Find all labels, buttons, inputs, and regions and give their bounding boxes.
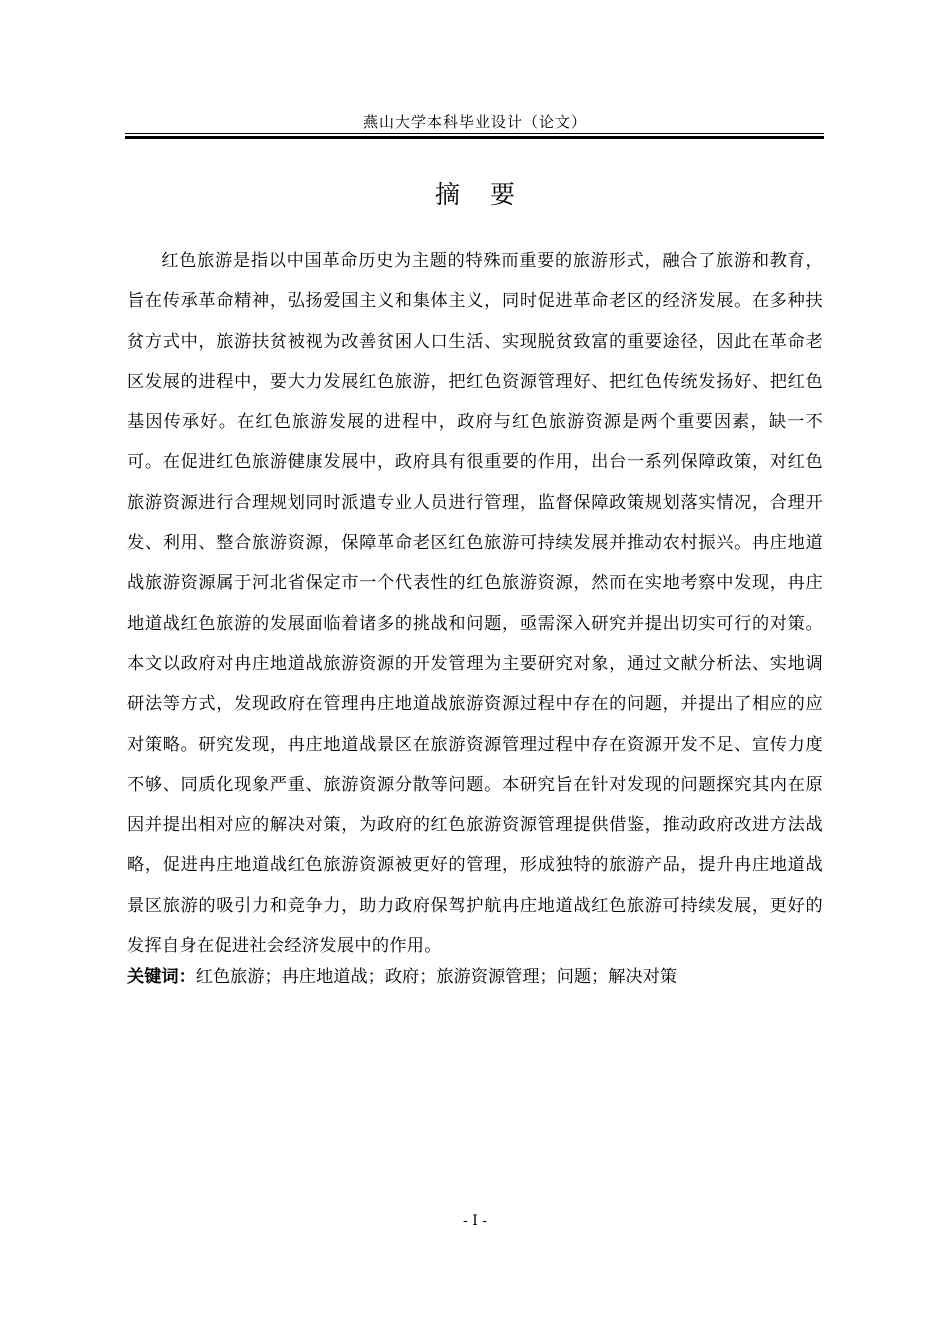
abstract-paragraph: 红色旅游是指以中国革命历史为主题的特殊而重要的旅游形式，融合了旅游和教育，旨在传承革命精神，弘扬爱国主义和集体主义，同时促进革命老区的经济发展。在多种扶贫方式中，旅游扶贫被视为改善贫困人口生活、实现脱贫致富的重要途径，因此在革命老区发展的进程中，要大力发展红色旅游，把红色资源管理好、把红色传统发扬好、把红色基因传承好。在红色旅游发展的进程中，政府与红色旅游资源是两个重要因素，缺一不可。在促进红色旅游健康发展中，政府具有很重要的作用，出台一系列保障政策，对红色旅游资源进行合理规划同时派遣专业人员进行管理，监督保障政策规划落实情况，合理开发、利用、整合旅游资源，保障革命老区红色旅游可持续发展并推动农村振兴。冉庄地道战旅游资源属于河北省保定市一个代表性的红色旅游资源，然而在实地考察中发现，冉庄地道战红色旅游的发展面临着诸多的挑战和问题，亟需深入研究并提出切实可行的对策。本文以政府对冉庄地道战旅游资源的开发管理为主要研究对象，通过文献分析法、实地调研法等方式，发现政府在管理冉庄地道战旅游资源过程中存在的问题，并提出了相应的应对策略。研究发现，冉庄地道战景区在旅游资源管理过程中存在资源开发不足、宣传力度不够、同质化现象严重、旅游资源分散等问题。本研究旨在针对发现的问题探究其内在原因并提出相对应的解决对策，为政府的红色旅游资源管理提供借鉴，推动政府改进方法战略，促进冉庄地道战红色旅游资源被更好的管理，形成独特的旅游产品，提升冉庄地道战景区旅游的吸引力和竞争力，助力政府保驾护航冉庄地道战红色旅游可持续发展，更好的发挥自身在促进社会经济发展中的作用。 [127, 251, 823, 957]
title-char-1: 摘 [434, 180, 460, 209]
header-rule-thin [125, 133, 824, 134]
page-number: - I - [463, 1213, 487, 1229]
title-char-2: 要 [490, 180, 516, 209]
keywords-line [127, 962, 823, 992]
running-header: 燕山大学本科毕业设计（论文） [362, 113, 587, 131]
header-rule-thick [125, 136, 824, 139]
page-title [0, 177, 950, 213]
keywords-label: 关键词： [127, 967, 196, 987]
keywords-list: 红色旅游；冉庄地道战；政府；旅游资源管理；问题；解决对策 [195, 967, 678, 987]
